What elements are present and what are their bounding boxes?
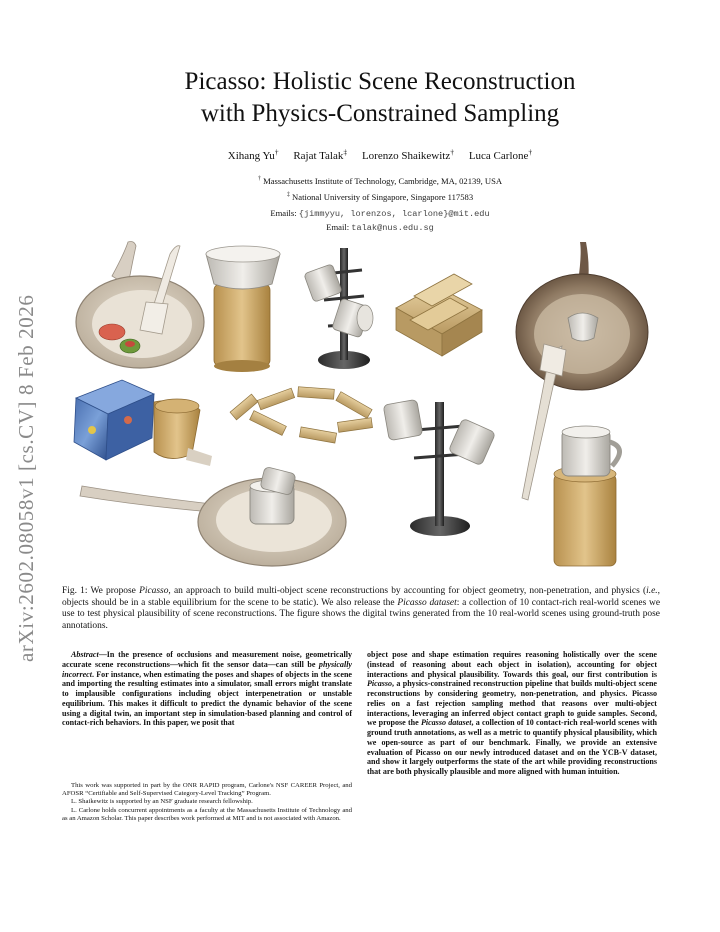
author: Luca Carlone† [468, 147, 533, 162]
abstract-left-column: Abstract—In the presence of occlusions and measurement noise, geometrically accurate scene reconstructions—which fit the sensor data—can still be physically incorrect. For instance, when estimating the poses and shapes of objects in the scene and importing the resulting estimates into a simulator, small errors might translate to implausible configurations including object interpenetration or unstable equilibrium. This makes it difficult to predict the dynamic behavior of the scene using a digital twin, an important step in simulation-based planning and control of contact-rich behaviors. In this paper, we posit that [62, 650, 352, 728]
scene-pan-stacked-cups [80, 466, 346, 566]
abstract-right-column: object pose and shape estimation requires reasoning holistically over the scene (instead of reasoning about each object in isolation), accounting for object interactions and physical plausibility. Towards this goal, our first contribution is Picasso, a physics-constrained reconstruction pipeline that builds multi-object scene reconstructions by considering geometry, non-penetration, and physics. Picasso relies on a fast rejection sampling method that reasons over multi-object interactions, leveraging an inferred object contact graph to guide samples. Second, we propose the Picasso dataset, a collection of 10 contact-rich real-world scenes with ground truth annotations, as well as a metric to quantify physical plausibility, which we open-source as part of our benchmark. Finally, we provide an extensive evaluation of Picasso on our newly introduced dataset and on the YCB-V dataset, and show it largely outperforms the state of the art while providing reconstructions that are both physically plausible and more aligned with human intuition. [367, 650, 657, 776]
scene-mug-on-cylinder [554, 426, 620, 566]
figure-1-scene-renders [62, 234, 658, 574]
author: Rajat Talak‡ [293, 147, 348, 162]
scene-block-ring [230, 387, 372, 443]
scene-bowl-on-cylinder [206, 246, 280, 372]
footnote-affiliation: L. Carlone holds concurrent appointments as a faculty at the Massachusetts Institute of Technology and as an Amazon Scholar. This paper describes work performed at MIT and is not associated with Amazon. [62, 806, 352, 822]
scene-mug-rack-2 [383, 399, 496, 536]
author: Xihang Yu† [227, 147, 279, 162]
figure-caption: Fig. 1: We propose Picasso, an approach to build multi-object scene reconstructions by accounting for object geometry, non-penetration, and physics (i.e., objects should be in a stable equilibrium for the scene to be static). We also release the Picasso dataset: a collection of 10 contact-rich real-world scenes we use to test physical plausibility of scene reconstructions. The figure shows the digital twins generated from the 10 real-world scenes using ground-truth pose annotations. [62, 586, 661, 631]
affiliation-nus: ‡ National University of Singapore, Singapore 117583 [286, 192, 474, 202]
email-list[interactable]: {jimmyyu, lorenzos, lcarlone}@mit.edu [298, 209, 490, 219]
author: Lorenzo Shaikewitz† [361, 147, 455, 162]
email-address[interactable]: talak@nus.edu.sg [351, 223, 434, 233]
footnote-funding: This work was supported in part by the ONR RAPID program, Carlone's NSF CAREER Project, and AFOSR “Certifiable and Self-Supervised Category-Level Tracking” Program. [62, 782, 352, 798]
affiliation-mit: † Massachusetts Institute of Technology, Cambridge, MA, 02139, USA [257, 176, 503, 186]
abstract-label: Abstract [71, 650, 99, 659]
footnote-fellowship: L. Shaikewitz is supported by an NSF graduate research fellowship. [71, 798, 253, 806]
arxiv-identifier: arXiv:2602.08058v1 [cs.CV] 8 Feb 2026 [14, 294, 38, 662]
paper-title [90, 66, 670, 130]
author-list [90, 147, 670, 162]
author-email-nus: Email: talak@nus.edu.sg [326, 222, 434, 233]
scene-pan-spatula [76, 242, 204, 369]
scene-tissue-box [74, 380, 212, 466]
scene-mug-rack [304, 248, 373, 369]
scene-stacked-blocks [396, 274, 482, 356]
title-line-2: with Physics-Constrained Sampling [200, 100, 560, 127]
footnotes [62, 782, 352, 823]
title-line-1: Picasso: Holistic Scene Reconstruction [184, 68, 576, 95]
author-emails: Emails: {jimmyyu, lorenzos, lcarlone}@mit.edu [270, 208, 490, 219]
